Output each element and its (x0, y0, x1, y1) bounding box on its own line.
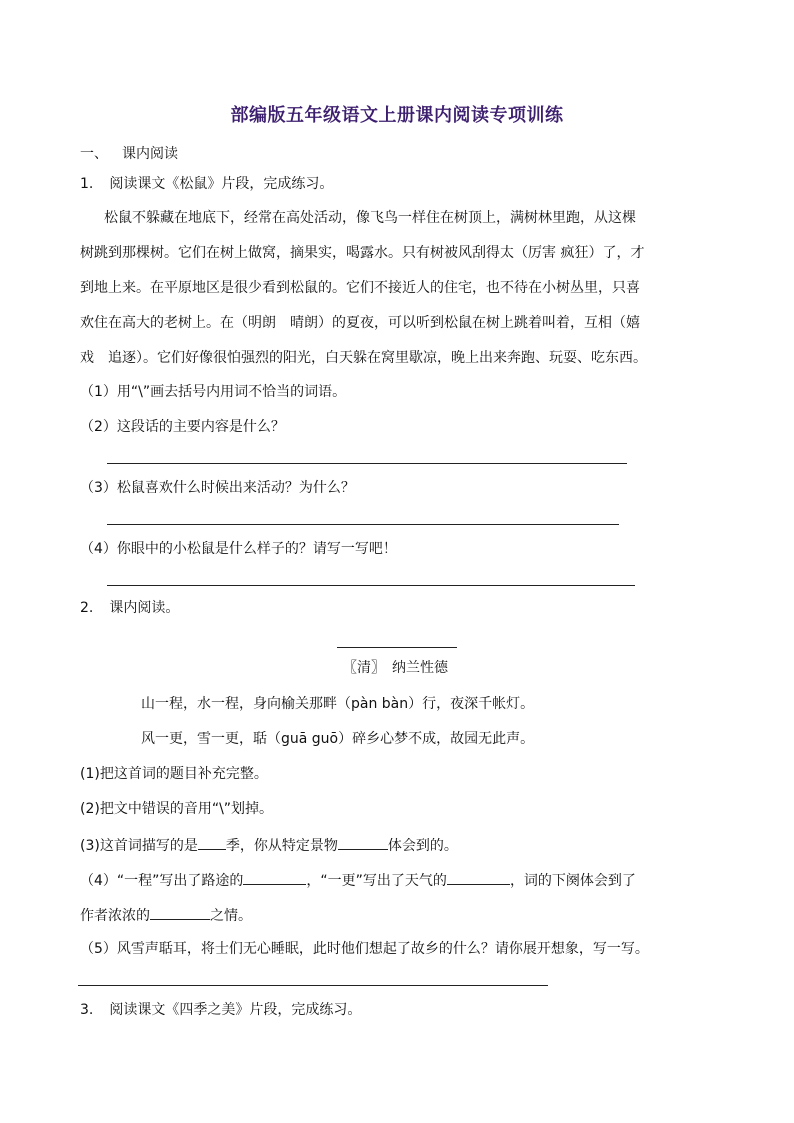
question-1-heading (80, 174, 333, 194)
sub-question-text: 体会到的。 (387, 838, 458, 854)
sub-question-text: 季，你从特定景物 (225, 838, 338, 854)
sub-question: （3）松鼠喜欢什么时候出来活动？为什么？ (80, 480, 355, 496)
sub-question-text: （4）“一程”写出了路途的 (80, 873, 244, 889)
question-prompt: 课内阅读。 (109, 600, 180, 616)
answer-line[interactable] (107, 585, 635, 586)
sub-question: （5）风雪声聒耳，将士们无心睡眠，此时他们想起了故乡的什么？请你展开想象，写一写。 (80, 941, 649, 957)
poem-author: 〖清〗 纳兰性德 (343, 660, 448, 676)
question-prompt: 阅读课文《四季之美》片段，完成练习。 (109, 1002, 362, 1018)
answer-line[interactable] (78, 985, 548, 986)
sub-question-text: (3)这首词描写的是 (80, 838, 198, 854)
poem-title-blank[interactable] (337, 647, 457, 648)
sub-question-text: ，词的下阕体会到了 (509, 873, 636, 889)
sub-question: （2）这段话的主要内容是什么？ (80, 419, 285, 435)
fill-blank-journey[interactable] (243, 869, 306, 885)
page-title: 部编版五年级语文上册课内阅读专项训练 (230, 105, 564, 126)
passage-line: 欢住在高大的老树上。在（明朗 晴朗）的夏夜，可以听到松鼠在树上跳着叫着，互相（嬉 (80, 315, 640, 331)
answer-line[interactable] (107, 524, 619, 525)
question-prompt: 阅读课文《松鼠》片段，完成练习。 (109, 176, 334, 192)
sub-question-4-continued (80, 904, 252, 926)
answer-line[interactable] (107, 463, 627, 464)
sub-question-3 (80, 834, 458, 856)
sub-question-text: ，“一更”写出了天气的 (306, 873, 447, 889)
sub-question: (1)把这首词的题目补充完整。 (80, 766, 268, 782)
question-number: 2. (80, 600, 94, 616)
section-label: 课内阅读 (122, 146, 178, 162)
fill-blank-scenery[interactable] (338, 834, 388, 850)
passage-line: 到地上来。在平原地区是很少看到松鼠的。它们不接近人的住宅，也不待在小树丛里，只喜 (80, 280, 640, 296)
fill-blank-weather[interactable] (447, 869, 510, 885)
section-number: 一、 (80, 146, 108, 162)
poem-line: 山一程，水一程，身向榆关那畔（pàn bàn）行，夜深千帐灯。 (141, 696, 535, 712)
sub-question: (2)把文中错误的音用“\”划掉。 (80, 801, 274, 817)
question-number: 1. (80, 176, 94, 192)
question-3-heading (80, 1000, 361, 1020)
poem-line: 风一更，雪一更，聒（guā guō）碎乡心梦不成，故园无此声。 (141, 731, 535, 747)
sub-question-text: 之情。 (210, 908, 252, 924)
sub-question-text: 作者浓浓的 (80, 908, 150, 924)
passage-line: 松鼠不躲藏在地底下，经常在高处活动，像飞鸟一样住在树顶上，满树林里跑，从这棵 (104, 210, 636, 226)
sub-question: （4）你眼中的小松鼠是什么样子的？请写一写吧！ (80, 541, 397, 557)
sub-question: （1）用“\”画去括号内用词不恰当的词语。 (80, 384, 347, 400)
question-2-heading (80, 598, 179, 618)
sub-question-4 (80, 869, 636, 891)
passage-line: 树跳到那棵树。它们在树上做窝，摘果实，喝露水。只有树被风刮得太（厉害 疯狂）了，才 (80, 245, 645, 261)
passage-line: 戏 追逐）。它们好像很怕强烈的阳光，白天躲在窝里歇凉，晚上出来奔跑、玩耍、吃东西。 (80, 350, 647, 366)
fill-blank-season[interactable] (198, 834, 226, 850)
section-heading (80, 144, 178, 164)
fill-blank-feeling[interactable] (150, 904, 210, 920)
question-number: 3. (80, 1002, 94, 1018)
